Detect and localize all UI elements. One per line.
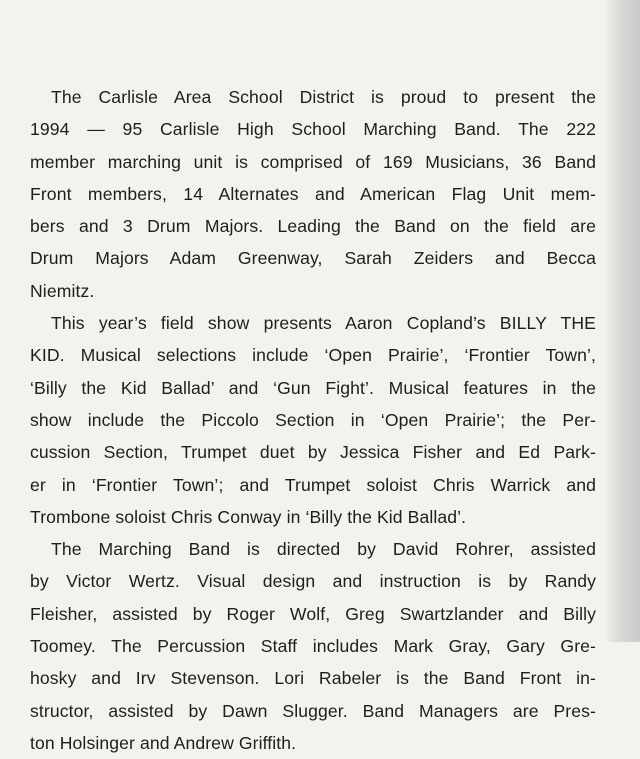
- text-line: The Carlisle Area School District is proud to present the: [51, 87, 596, 107]
- text-line: show include the Piccolo Section in ‘Open Prairie’; the Per-: [30, 409, 596, 430]
- text-line: er in ‘Frontier Town’; and Trumpet soloist Chris Warrick and: [30, 474, 596, 495]
- text-line: Trombone soloist Chris Conway in ‘Billy the Kid Ballad’.: [30, 506, 467, 527]
- text-line: ton Holsinger and Andrew Griffith.: [30, 732, 297, 753]
- text-line: member marching unit is comprised of 169 Musicians, 36 Band: [30, 151, 596, 172]
- text-line: This year’s field show presents Aaron Copland’s BILLY THE: [51, 313, 596, 334]
- text-line: Front members, 14 Alternates and American Flag Unit mem-: [30, 183, 596, 204]
- text-line: structor, assisted by Dawn Slugger. Band Managers are Pres-: [30, 700, 596, 721]
- text-line: hosky and Irv Stevenson. Lori Rabeler is the Band Front in-: [30, 668, 596, 689]
- text-line: Niemitz.: [30, 280, 95, 301]
- page-edge-shadow: [604, 0, 640, 642]
- text-line: 1994 — 95 Carlisle High School Marching Band. The 222: [30, 119, 596, 140]
- document-body: [30, 81, 596, 759]
- text-line: by Victor Wertz. Visual design and instruction is by Randy: [30, 571, 596, 592]
- text-line: Fleisher, assisted by Roger Wolf, Greg Swartzlander and Billy: [30, 603, 596, 624]
- text-line: KID. Musical selections include ‘Open Prairie’, ‘Frontier Town’,: [30, 345, 596, 366]
- text-line: Toomey. The Percussion Staff includes Mark Gray, Gary Gre-: [30, 636, 596, 657]
- paragraph: [30, 81, 596, 307]
- text-line: Drum Majors Adam Greenway, Sarah Zeiders and Becca: [30, 248, 596, 269]
- paragraph: [30, 307, 596, 533]
- paragraph: [30, 533, 596, 759]
- text-line: The Marching Band is directed by David Rohrer, assisted: [51, 539, 596, 560]
- text-line: ‘Billy the Kid Ballad’ and ‘Gun Fight’. Musical features in the: [30, 377, 596, 398]
- text-line: bers and 3 Drum Majors. Leading the Band on the field are: [30, 216, 596, 237]
- text-line: cussion Section, Trumpet duet by Jessica Fisher and Ed Park-: [30, 442, 596, 463]
